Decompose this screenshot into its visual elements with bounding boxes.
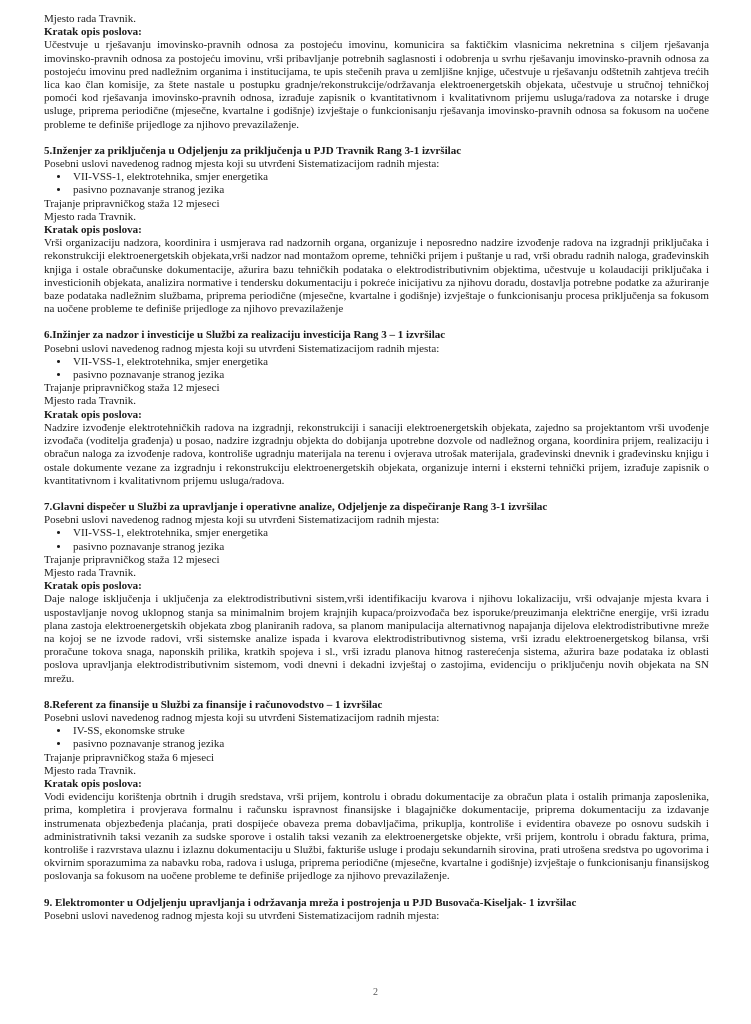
job-8-internship: Trajanje pripravničkog staža 6 mjeseci — [44, 751, 215, 764]
job-6-internship: Trajanje pripravničkog staža 12 mjeseci — [44, 382, 220, 395]
job-5-description: Vrši organizaciju nadzora, koordinira i usmjerava rad nadzornih organa, organizuje i neposredno nadzire izvođenje radova na izgradnji priključaka i rekonstrukciji elektroenergetskih objekata,vrši nadzor nad montažom opreme, tehnički prijem i puštanje u rad, vrši obradu radnih naloga, građevinskih knjiga i ostale obračunske dokumentacije, ažurira bazu tehničkih podataka o elektrodistributivnim objektima, učestvuje u kolaudaciji priključaka i investicionih objekata, analizira normative i tendersku dokumentaciju i pokreće inicijativu za njihovu doradu, dostavlja potrebne podatke za ažuriranje baze podataka nadležnim službama, priprema periodične (mjesečne, kvartalne i godišnje) izvještaje o funkcionisanju procesa priključenja sa fokusom na uočene probleme te definiše prijedloge za njihovo prevazilaženje — [44, 237, 709, 316]
intro-location: Mjesto rada Travnik. — [44, 13, 136, 25]
job-5-requirement: • pasivno poznavanje stranog jezika — [70, 184, 709, 197]
job-8-requirement: • pasivno poznavanje stranog jezika — [70, 738, 709, 751]
job-7-title: 7.Glavni dispečer u Službi za upravljanje i operativne analize, Odjeljenje za dispečiranje Rang 3-1 izvršilac — [44, 500, 548, 513]
job-7-internship: Trajanje pripravničkog staža 12 mjeseci — [44, 553, 220, 566]
page-number: 2 — [373, 986, 378, 998]
job-5-desc-label: Kratak opis poslova: — [44, 224, 142, 237]
job-5-internship: Trajanje pripravničkog staža 12 mjeseci — [44, 197, 220, 210]
job-8-desc-label: Kratak opis poslova: — [44, 777, 142, 790]
job-5-requirements — [44, 171, 709, 197]
job-8-requirement: • IV-SS, ekonomske struke — [70, 725, 709, 738]
job-9-title: 9. Elektromonter u Odjeljenju upravljanja i održavanja mreža i postrojenja u PJD Busovača-Kiseljak- 1 izvršilac — [44, 896, 577, 909]
job-7-description: Daje naloge isključenja i uključenja za elektrodistributivni sistem,vrši identifikaciju kvarova i njihovu lokalizaciju, vrši odvajanje mjesta kvara i uspostavljanje novog uklopnog stanja sa minimalnim brojem krajnjih kupaca/proizvođača bez isporuke/preuzimanja električne energije, vrši izradu plana zastoja elektroenergetskih objekata zbog planiranih radova, sa planom manipulacija alternativnog napajanja dijelova elektrodistributivne mreže na kojoj se ne izvode radovi, vrši sistemske analize ispada i kvarova elektrodistributivnog sistema, vrši izradu elektroenergetskog bilansa, vrši proračune tokova snaga, naponskih prilika, kratkih spojeva i sl., vrši izradu planova hitnog rasterećenja sistema, ažurira baze podataka iz oblasti poslova upravljanja elektrodistributivnim sistemom, vodi dnevni i dekadni izvještaj o zastojima, evidenciju o priključenju novih objekata na SN mrežu. — [44, 593, 709, 685]
job-8-title: 8.Referent za finansije u Službi za finansije i računovodstvo – 1 izvršilac — [44, 698, 383, 711]
job-7-requirement: • VII-VSS-1, elektrotehnika, smjer energetika — [70, 527, 709, 540]
job-6-desc-label: Kratak opis poslova: — [44, 408, 142, 421]
job-8-requirements — [44, 725, 709, 751]
job-7-conditions-intro: Posebni uslovi navedenog radnog mjesta koji su utvrđeni Sistematizacijom radnih mjesta: — [44, 514, 440, 527]
job-6-requirements — [44, 356, 709, 382]
intro-desc-label: Kratak opis poslova: — [44, 26, 142, 39]
job-6-conditions-intro: Posebni uslovi navedenog radnog mjesta koji su utvrđeni Sistematizacijom radnih mjesta: — [44, 342, 440, 355]
job-8-conditions-intro: Posebni uslovi navedenog radnog mjesta koji su utvrđeni Sistematizacijom radnih mjesta: — [44, 711, 440, 724]
job-6-location: Mjesto rada Travnik. — [44, 395, 136, 408]
job-8-location: Mjesto rada Travnik. — [44, 764, 136, 777]
job-5-conditions-intro: Posebni uslovi navedenog radnog mjesta koji su utvrđeni Sistematizacijom radnih mjesta: — [44, 158, 440, 171]
job-6-requirement: • VII-VSS-1, elektrotehnika, smjer energetika — [70, 356, 709, 369]
job-8-description: Vodi evidenciju korištenja obrtnih i drugih sredstava, vrši prijem, kontrolu i obradu dokumentacije za obračun plata i ostalih primanja zaposlenika, prima, kompletira i provjerava formalnu i računsku ispravnost finansijske i blagajničke dokumentacije, priprema dokumentaciju za izdavanje instrumenata objezbeđenja plaćanja, prati dospijeće obaveza prema dobavljačima, prikuplja, kontroliše i evidentira obaveze po osnovu sudskih i administrativnih taksi vezanih za sudske sporove i ostalih taksi vezanih za elektroenergetske objekte, vrši prijem, kontrolu i obradu faktura, prima, kontroliše i razvrstava ulaznu i izlaznu dokumentaciju u Službi, fakturiše usluge i prodaju sekundarnih sirovina, prati utrošena sredstva po ugovorima i okvirnim sporazumima za nabavku roba, radova i usluga, priprema periodične (mjesečne, kvartalne i godišnje) izvještaje o funkcionisanju finansijskog poslovanja sa fokusom na uočene probleme te definiše prijedloge za njihovo prevazilaženje. — [44, 791, 709, 883]
job-6-title: 6.Inžinjer za nadzor i investicije u Službi za realizaciju investicija Rang 3 – 1 izvršilac — [44, 329, 446, 342]
job-7-requirement: • pasivno poznavanje stranog jezika — [70, 541, 709, 554]
intro-description: Učestvuje u rješavanju imovinsko-pravnih odnosa za postojeću imovinu, komunicira sa faktičkim vlasnicima nekretnina s ciljem rješavanja imovinsko-pravnih odnosa za postojeću imovinu, vrši pribavljanje potrebnih saglasnosti i odobrenja u svrhu rješavanju imovinsko-pravnih odnosa za postojeću imovinu pred nadležnim organima i institucijama, te upis stečenih prava u zemljišne knjige, učestvuje u rješavanju odštetnih zahtjeva trećih lica kao član komisije, za štete nastale u postupku gradnje/rekonstrukcije/održavanja elektroenergetskih objekata, učestvuje u stručnoj tehničkoj pomoći kod rješavanja imovinsko-pravnih odnosa, izrađuje zapisnik o kvantitativnom i kvalitativnom prijemu usluga/radova za notarske i druge usluge, priprema periodične (mjesečne, kvartalne i godišnje) izvještaje o funkcionisanju rješavanja imovinsko-pravnih odnosa sa fokusom na uočene probleme te definiše prijedloge za njihovo prevazilaženje. — [44, 39, 709, 131]
job-5-location: Mjesto rada Travnik. — [44, 210, 136, 223]
job-7-location: Mjesto rada Travnik. — [44, 566, 136, 579]
job-9-conditions-intro: Posebni uslovi navedenog radnog mjesta koji su utvrđeni Sistematizacijom radnih mjesta: — [44, 909, 440, 922]
job-6-requirement: • pasivno poznavanje stranog jezika — [70, 369, 709, 382]
job-7-requirements — [44, 527, 709, 553]
job-5-title: 5.Inženjer za priključenja u Odjeljenju za priključenja u PJD Travnik Rang 3-1 izvršilac — [44, 144, 462, 157]
job-5-requirement: • VII-VSS-1, elektrotehnika, smjer energetika — [70, 171, 709, 184]
job-6-description: Nadzire izvođenje elektrotehničkih radova na izgradnji, rekonstrukciji i sanaciji elektroenergetskih objekata, zajedno sa projektantom vrši uvođenje izvođača (voditelja građenja) u posao, nadzire izgradnju objekta do dobijanja upotrebne dozvole od nadležnog organa, koordinira prijem, realizaciju i obračun naloga za izvođenje radova, kontroliše ugradnju materijala na terenu i ovjerava utrošak materijala, građevinski dnevnik i građevinsku knjigu i ostale dokumente vezane za izgradnju i rekonstrukciju elektroenergetskih objekata, organizuje interni i eksterni tehnički prijem, izrađuje zapisnik o kvantitativnom i kvalitativnom prijemu usluga/radova. — [44, 421, 709, 487]
job-7-desc-label: Kratak opis poslova: — [44, 580, 142, 593]
